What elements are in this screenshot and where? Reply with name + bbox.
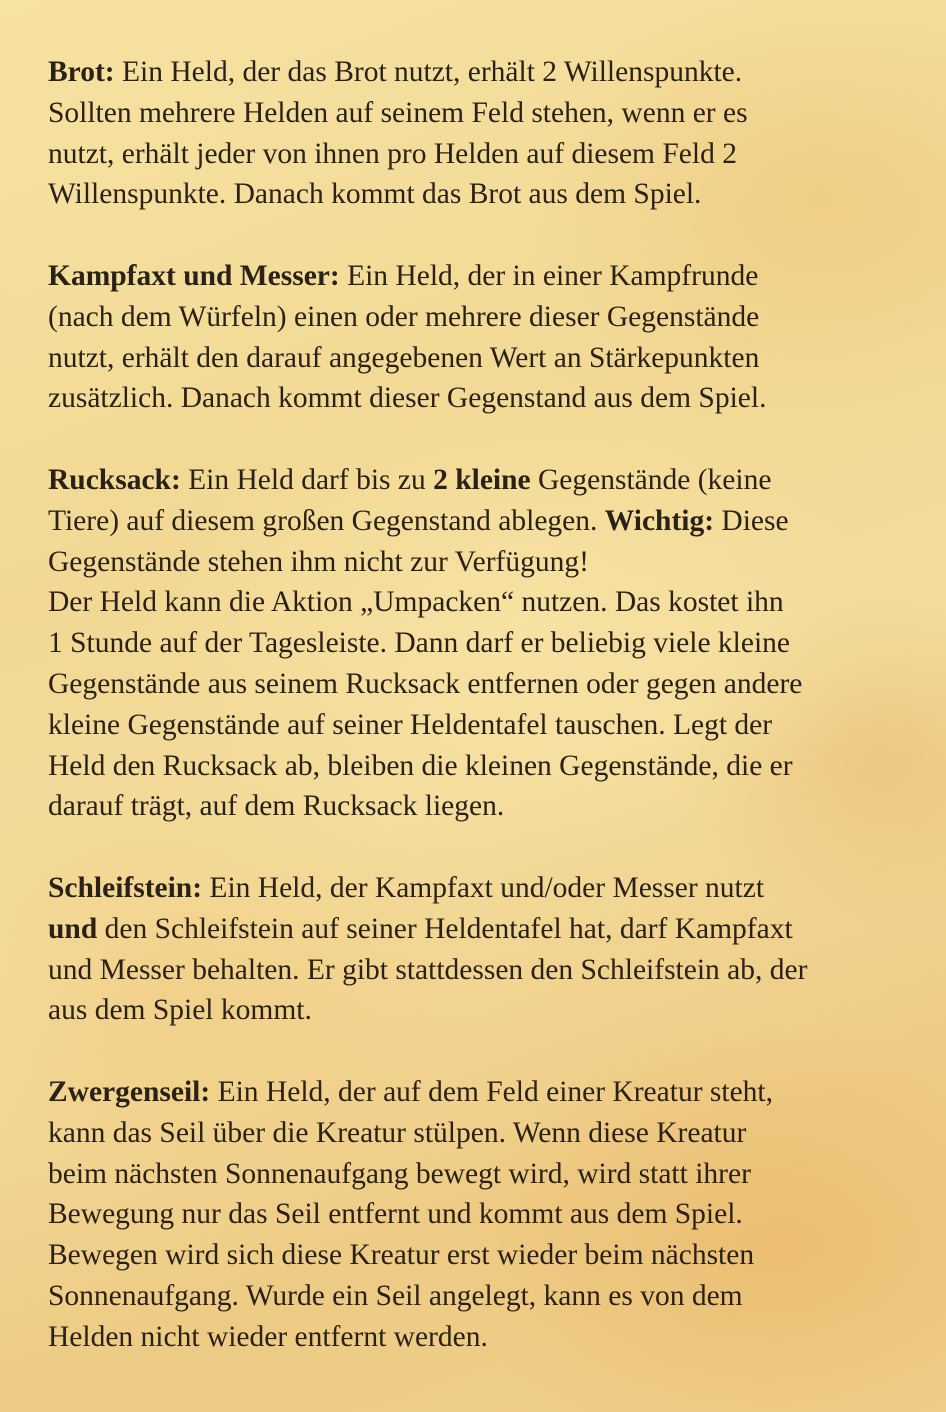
schleifstein-line-1: Schleifstein: Ein Held, der Kampfaxt und/oder Messer nutzt: [48, 871, 765, 904]
schleifstein-title: Schleifstein:: [48, 871, 203, 904]
zwergenseil-line-5: Bewegen wird sich diese Kreatur erst wieder beim nächsten: [48, 1239, 755, 1272]
rucksack-line-8: Held den Rucksack ab, bleiben die kleinen Gegenstände, die er: [48, 749, 793, 782]
rucksack-line-6: Gegenstände aus seinem Rucksack entfernen oder gegen andere: [48, 667, 803, 700]
brot-line-3: nutzt, erhält jeder von ihnen pro Helden auf diesem Feld 2: [48, 137, 737, 170]
brot-line-1: Brot: Ein Held, der das Brot nutzt, erhält 2 Willenspunkte.: [48, 56, 743, 88]
rucksack-emphasis-wichtig: Wichtig:: [604, 504, 715, 537]
schleifstein-line-3: und Messer behalten. Er gibt stattdessen den Schleifstein ab, der: [48, 953, 808, 986]
brot-title: Brot:: [48, 56, 115, 88]
zwergenseil-line-7: Helden nicht wieder entfernt werden.: [48, 1320, 488, 1353]
zwergenseil-line-1: Zwergenseil: Ein Held, der auf dem Feld einer Kreatur steht,: [48, 1075, 773, 1108]
schleifstein-emphasis-und: und: [48, 912, 98, 945]
section-kampfaxt-und-messer: [48, 256, 928, 419]
section-schleifstein: [48, 868, 928, 1031]
rucksack-line-2: Tiere) auf diesem großen Gegenstand ablegen. Wichtig: Diese: [48, 504, 789, 537]
brot-line-2: Sollten mehrere Helden auf seinem Feld stehen, wenn er es: [48, 96, 748, 129]
zwergenseil-line-3: beim nächsten Sonnenaufgang bewegt wird, wird statt ihrer: [48, 1157, 751, 1190]
kampfaxt-line-2: (nach dem Würfeln) einen oder mehrere dieser Gegenstände: [48, 300, 760, 333]
rucksack-line-3: Gegenstände stehen ihm nicht zur Verfügung!: [48, 545, 589, 578]
rucksack-line-9: darauf trägt, auf dem Rucksack liegen.: [48, 790, 505, 823]
kampfaxt-title: Kampfaxt und Messer:: [48, 259, 340, 292]
zwergenseil-line-4: Bewegung nur das Seil entfernt und kommt aus dem Spiel.: [48, 1198, 743, 1231]
rucksack-line-5: 1 Stunde auf der Tagesleiste. Dann darf er beliebig viele kleine: [48, 627, 790, 660]
rules-text: [48, 52, 928, 1358]
section-zwergenseil: [48, 1072, 928, 1358]
section-brot: [48, 52, 928, 215]
rucksack-line-1: Rucksack: Ein Held darf bis zu 2 kleine Gegenstände (keine: [48, 463, 772, 496]
rucksack-title: Rucksack:: [48, 463, 181, 496]
zwergenseil-line-2: kann das Seil über die Kreatur stülpen. Wenn diese Kreatur: [48, 1116, 747, 1149]
rucksack-line-4: Der Held kann die Aktion „Umpacken“ nutzen. Das kostet ihn: [48, 586, 784, 619]
schleifstein-line-4: aus dem Spiel kommt.: [48, 994, 312, 1027]
schleifstein-line-2: und den Schleifstein auf seiner Heldentafel hat, darf Kampfaxt: [48, 912, 793, 945]
kampfaxt-line-4: zusätzlich. Danach kommt dieser Gegenstand aus dem Spiel.: [48, 382, 767, 415]
kampfaxt-line-3: nutzt, erhält den darauf angegebenen Wert an Stärkepunkten: [48, 341, 760, 374]
rucksack-line-7: kleine Gegenstände auf seiner Heldentafel tauschen. Legt der: [48, 708, 773, 741]
rucksack-emphasis-2-kleine: 2 kleine: [433, 463, 531, 496]
zwergenseil-line-6: Sonnenaufgang. Wurde ein Seil angelegt, kann es von dem: [48, 1279, 743, 1312]
zwergenseil-title: Zwergenseil:: [48, 1075, 211, 1108]
kampfaxt-line-1: Kampfaxt und Messer: Ein Held, der in einer Kampfrunde: [48, 259, 759, 292]
section-rucksack: [48, 460, 928, 827]
brot-line-4: Willenspunkte. Danach kommt das Brot aus dem Spiel.: [48, 178, 702, 211]
